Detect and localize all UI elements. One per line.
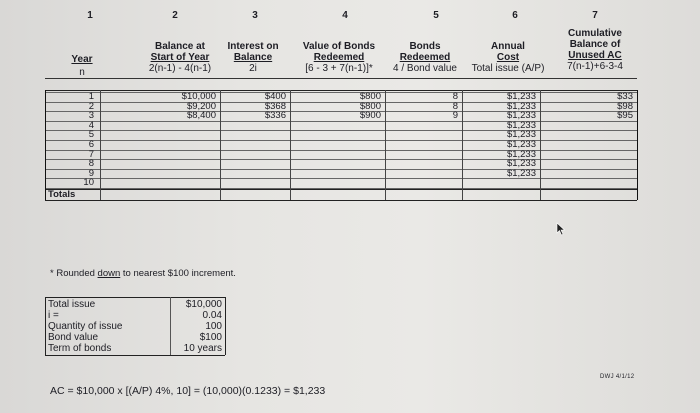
balance-cell: $8,400	[186, 110, 216, 122]
given-box-bottom	[45, 355, 225, 356]
mouse-cursor-icon	[556, 222, 566, 241]
table-row-rule	[45, 150, 637, 151]
given-value: $100	[199, 332, 222, 343]
given-value: 0.04	[202, 310, 222, 321]
interest-cell: $400	[264, 91, 286, 102]
year-cell: 6	[88, 139, 94, 150]
formula: AC = $10,000 x [(A/P) 4%, 10] = (10,000)(0.1233) = $1,233	[50, 385, 326, 397]
header-balance: Balance at Start of Year 2(n-1) - 4(n-1)	[148, 41, 212, 74]
value-cell: $800	[359, 100, 381, 112]
year-cell: 9	[88, 167, 94, 179]
header-bonds-redeemed: Bonds Redeemed 4 / Bond value	[393, 41, 457, 74]
initials-date: DWJ 4/1/12	[600, 374, 635, 380]
cost-cell: $1,233	[506, 129, 536, 141]
balance-cell: $9,200	[186, 100, 216, 112]
cost-cell: $1,233	[506, 100, 536, 112]
interest-cell: $368	[264, 100, 286, 112]
cum-cell: $95	[617, 110, 633, 122]
cost-cell: $1,233	[506, 148, 536, 160]
year-cell: 1	[88, 91, 94, 102]
column-number: 6	[512, 10, 518, 21]
table-row-rule	[45, 159, 637, 160]
cost-cell: $1,233	[506, 119, 536, 131]
year-cell: 5	[88, 129, 94, 141]
given-value: $10,000	[185, 299, 222, 310]
table-row-rule	[45, 178, 637, 179]
header-cumulative: Cumulative Balance of Unused AC 7(n-1)+6-3-4	[567, 28, 623, 72]
table-row-rule	[45, 140, 637, 141]
header-interest: Interest on Balance 2i	[227, 41, 279, 74]
cost-cell: $1,233	[506, 167, 536, 179]
year-cell: 2	[88, 100, 94, 112]
column-number: 3	[252, 10, 258, 21]
cum-cell: $98	[617, 100, 633, 112]
table-column-rule	[637, 90, 638, 200]
cost-cell: $1,233	[506, 110, 536, 122]
given-label: Term of bonds	[48, 343, 112, 354]
header-annual-cost: Annual Cost Total issue (A/P)	[471, 41, 545, 74]
header-redeemed-value: Value of Bonds Redeemed [6 - 3 + 7(n-1)]*	[302, 41, 376, 74]
value-cell: $800	[359, 91, 381, 102]
year-cell: 7	[88, 148, 94, 160]
given-label: Bond value	[48, 332, 99, 343]
header-year: Year n	[71, 54, 93, 78]
given-box-right	[225, 297, 226, 355]
given-label: i =	[48, 310, 59, 321]
cost-cell: $1,233	[506, 139, 536, 150]
bonds-cell: 9	[452, 110, 458, 122]
table-row-rule	[45, 169, 637, 170]
cum-cell: $33	[617, 91, 633, 102]
column-number: 2	[172, 10, 178, 21]
totals-label: Totals	[48, 189, 76, 200]
table-bottom-rule	[45, 200, 637, 201]
given-label: Quantity of issue	[48, 321, 123, 332]
table-top-rule	[45, 90, 637, 91]
column-number: 5	[433, 10, 439, 21]
bonds-cell: 8	[452, 100, 458, 112]
table-row-rule	[45, 130, 637, 131]
column-number: 4	[342, 10, 348, 21]
column-number: 1	[87, 10, 93, 21]
column-number: 7	[592, 10, 598, 21]
year-cell: 3	[88, 110, 94, 122]
header-rule	[45, 78, 637, 79]
year-cell: 4	[88, 119, 94, 131]
bonds-cell: 8	[452, 91, 458, 102]
given-label: Total issue	[48, 299, 96, 310]
given-value: 10 years	[183, 343, 222, 354]
given-box-top	[45, 297, 225, 298]
year-cell: 10	[83, 177, 94, 189]
value-cell: $900	[359, 110, 381, 122]
balance-cell: $10,000	[181, 91, 216, 102]
given-value: 100	[205, 321, 222, 332]
cost-cell: $1,233	[506, 91, 536, 102]
totals-top-rule	[45, 189, 637, 190]
footnote: * Rounded down to nearest $100 increment.	[50, 268, 236, 279]
cost-cell: $1,233	[506, 158, 536, 170]
given-box-left	[45, 297, 46, 355]
interest-cell: $336	[264, 110, 286, 122]
year-cell: 8	[88, 158, 94, 170]
